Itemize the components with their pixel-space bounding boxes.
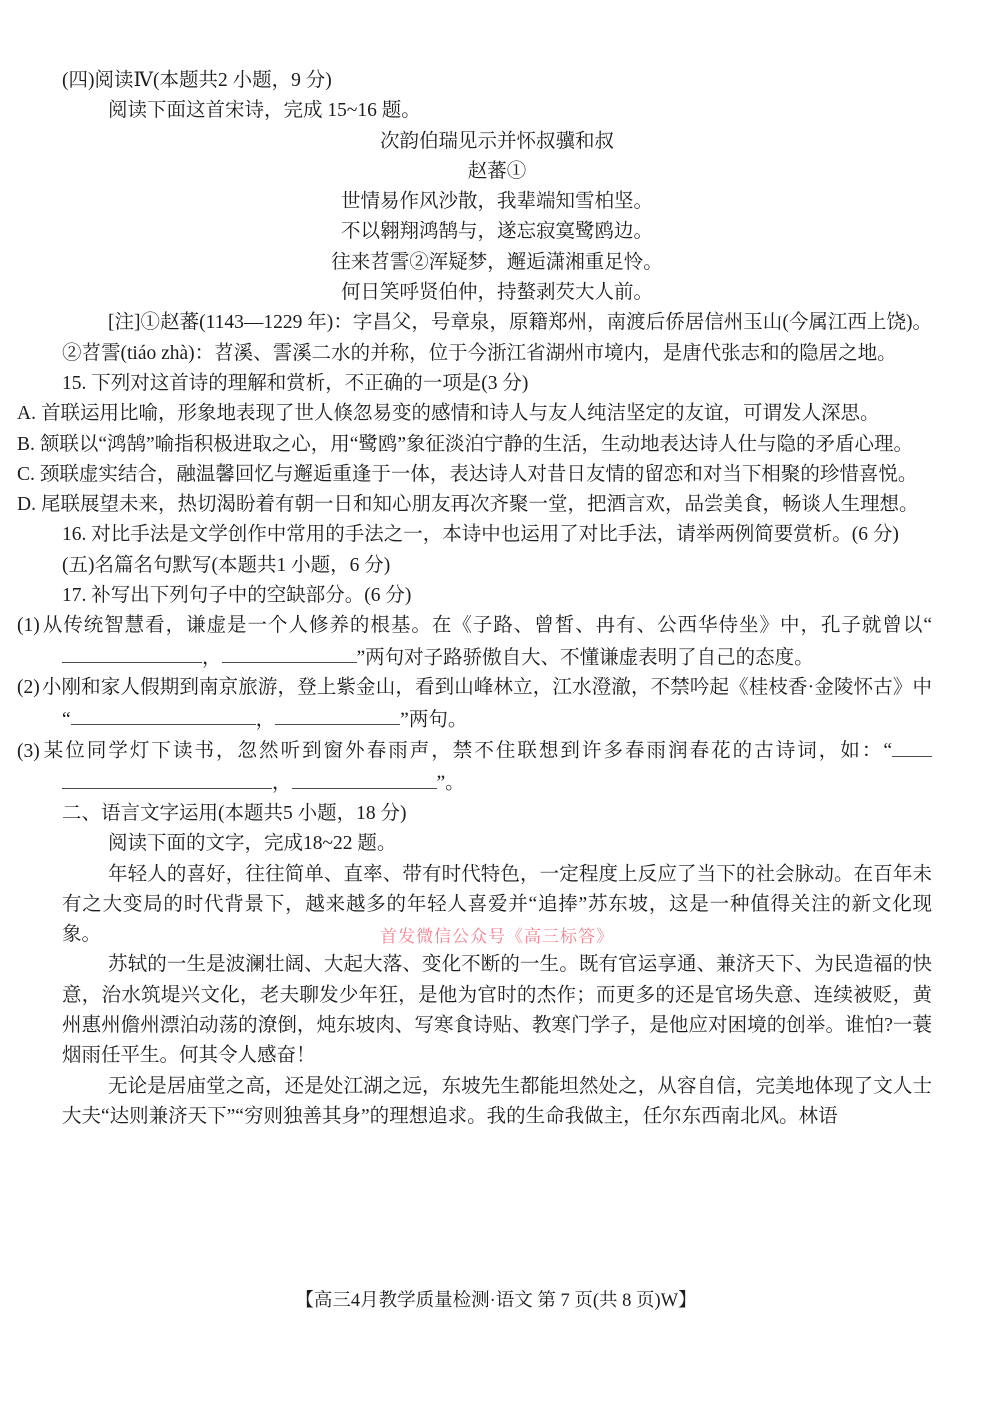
- passage-paragraph-1-wrap: [62, 860, 932, 951]
- answer-blank: [62, 642, 202, 663]
- item-text: ”两句对子路骄傲自大、不懂谦虚表明了自己的态度。: [356, 647, 814, 669]
- option-label: D.: [17, 494, 36, 516]
- section5-header: (五)名篇名句默写(本题共1 小题，6 分): [62, 554, 391, 576]
- page-footer: 【高三4月教学质量检测·语文 第 7 页(共 8 页)W】: [295, 1291, 697, 1311]
- option-label: B.: [17, 433, 35, 455]
- section2-header: 二、语言文字运用(本题共5 小题，18 分): [62, 803, 407, 824]
- passage-intro: 阅读下面的文字，完成18~22 题。: [108, 833, 397, 855]
- question-17-item-1: [17, 611, 932, 673]
- poem-line: 往来苕霅②浑疑梦，邂逅潇湘重足怜。: [331, 251, 663, 273]
- option-label: A.: [17, 403, 36, 425]
- item-text: 某位同学灯下读书，忽然听到窗外春雨声，禁不住联想到许多春雨润春花的古诗词，如：“: [41, 740, 892, 762]
- answer-blank: [71, 704, 256, 725]
- section4-header: (四)阅读Ⅳ(本题共2 小题，9 分): [62, 70, 332, 91]
- item-text: ”。: [436, 772, 465, 794]
- answer-blank: [222, 642, 357, 663]
- item-text: ，: [272, 772, 292, 794]
- passage-paragraph-2: 苏轼的一生是波澜壮阔、大起大落、变化不断的一生。既有官运享通、兼济天下、为民造福的快意，治水筑堤兴文化，老夫聊发少年狂，是他为官时的杰作；而更多的还是官场失意、连续被贬，黄州惠州儋州漂泊动荡的潦倒，炖东坡肉、写寒食诗贴、教寒门学子，是他应对困境的创举。谁怕?一蓑烟雨任平生。何其令人感奋！: [62, 954, 932, 1067]
- passage-paragraph-1: 年轻人的喜好，往往简单、直率、带有时代特色，一定程度上反应了当下的社会脉动。在百年未有之大变局的时代背景下，越来越多的年轻人喜爱并“追捧”苏东坡，这是一种值得关注的新文化现象。: [62, 863, 932, 946]
- option-text: 尾联展望未来，热切渴盼着有朝一日和知心朋友再次齐聚一堂，把酒言欢，品尝美食，畅谈人生理想。: [40, 494, 919, 516]
- question-17-stem: 17. 补写出下列句子中的空缺部分。(6 分): [62, 585, 412, 607]
- watermark-text: 首发微信公众号《高三标答》: [380, 927, 614, 947]
- poem-line: 不以翱翔鸿鹄与，遂忘寂寞鹭鸥边。: [340, 221, 653, 243]
- question-15-stem: 15. 下列对这首诗的理解和赏析，不正确的一项是(3 分): [62, 372, 529, 394]
- item-label: (3): [17, 740, 40, 762]
- item-text: 小刚和家人假期到南京旅游，登上紫金山，看到山峰林立，江水澄澈，不禁吟起《桂枝香·金陵怀古》中“: [41, 677, 932, 731]
- passage-paragraph-3: 无论是居庙堂之高，还是处江湖之远，东坡先生都能坦然处之，从容自信，完美地体现了文人士大夫“达则兼济天下”“穷则独善其身”的理想追求。我的生命我做主，任尔东西南北风。林语: [62, 1075, 932, 1127]
- item-text: ”两句。: [400, 709, 468, 731]
- answer-blank: [292, 767, 437, 788]
- answer-blank: [892, 735, 932, 756]
- option-text: 首联运用比喻，形象地表现了世人倏忽易变的感情和诗人与友人纯洁坚定的友谊，可谓发人深思。: [40, 403, 880, 425]
- question-16-stem: 16. 对比手法是文学创作中常用的手法之一，本诗中也运用了对比手法，请举两例简要赏析。(6 分): [62, 524, 899, 546]
- question-15-option-b: [17, 430, 932, 460]
- item-text: ，: [255, 709, 276, 731]
- page-content: [17, 66, 932, 1132]
- poem-line: 何日笑呼贤伯仲，持螯剥芡大人前。: [340, 282, 653, 304]
- item-label: (2): [17, 677, 40, 699]
- question-17-item-3: [17, 735, 932, 799]
- question-15-option-c: [17, 460, 932, 490]
- question-17-item-2: [17, 673, 932, 735]
- answer-blank: [275, 704, 400, 725]
- poem-intro: 阅读下面这首宋诗，完成 15~16 题。: [108, 100, 421, 122]
- option-text: 颔联以“鸿鹄”喻指积极进取之心，用“鹭鸥”象征淡泊宁静的生活，生动地表达诗人仕与隐的矛盾心理。: [39, 433, 914, 455]
- item-text: ，: [202, 647, 222, 669]
- answer-blank: [62, 767, 272, 788]
- poem-note: [注]①赵蕃(1143—1229 年)：字昌父，号章泉，原籍郑州，南渡后侨居信州玉山(今属江西上饶)。②苕霅(tiáo zhà)：苕溪、霅溪二水的并称，位于今浙江省湖州市境内，是唐代张志和的隐居之地。: [62, 312, 932, 364]
- poem-block: [62, 127, 932, 309]
- poem-line: 世情易作风沙散，我辈端知雪柏坚。: [340, 191, 653, 213]
- item-text: 从传统智慧看，谦虚是一个人修养的根基。在《子路、曾皙、冉有、公西华侍坐》中，孔子就曾以“: [41, 615, 932, 637]
- item-label: (1): [17, 615, 40, 637]
- question-15-option-a: [17, 399, 932, 429]
- question-15-option-d: [17, 490, 932, 520]
- option-text: 颈联虚实结合，融温馨回忆与邂逅重逢于一体，表达诗人对昔日友情的留恋和对当下相聚的珍惜喜悦。: [39, 463, 918, 485]
- poem-title: 次韵伯瑞见示并怀叔骥和叔: [379, 130, 614, 152]
- poem-author: 赵蕃①: [467, 160, 527, 182]
- option-label: C.: [17, 463, 35, 485]
